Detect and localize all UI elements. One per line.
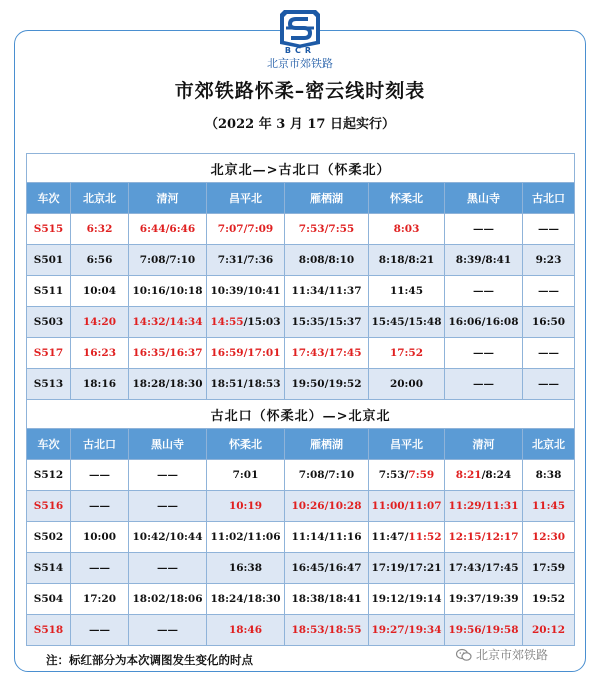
time-cell [71,338,129,369]
time-cell [523,307,575,338]
cell-text: 11:34/11:37 [291,285,362,297]
time-cell [207,245,285,276]
cell-text: —— [89,469,110,481]
time-cell [445,214,523,245]
time-cell [369,214,445,245]
column-header: 古北口 [523,183,575,214]
cell-text: —— [473,378,494,390]
time-cell [129,615,207,646]
cell-text: 10:16/10:18 [132,285,203,297]
cell-text: 7:07/7:09 [217,223,274,235]
time-cell [369,245,445,276]
time-cell [369,584,445,615]
cell-text: S516 [33,500,64,512]
cell-text: S512 [33,469,64,481]
cell-text: 11:02/11:06 [210,531,281,543]
time-cell [445,522,523,553]
cell-text: S503 [33,316,64,328]
cell-text: —— [538,378,560,390]
time-cell [129,584,207,615]
cell-text: 19:50/19:52 [291,378,362,390]
time-cell [523,615,575,646]
train-number-cell [27,522,71,553]
train-number-cell [27,491,71,522]
column-header: 车次 [27,183,71,214]
time-cell [207,491,285,522]
time-cell [445,460,523,491]
time-cell [285,338,369,369]
cell-text: —— [473,223,494,235]
train-number-cell [27,338,71,369]
cell-text: 6:32 [86,223,113,235]
time-cell [523,491,575,522]
time-cell [523,553,575,584]
cell-text: 15:35/15:37 [291,316,362,328]
time-cell [523,522,575,553]
cell-text: 11:45 [531,500,566,512]
time-cell [207,214,285,245]
cell-text: —— [89,624,110,636]
time-cell [445,369,523,400]
time-cell [71,245,129,276]
time-cell [285,553,369,584]
time-cell [285,369,369,400]
cell-text: S515 [33,223,64,235]
effective-date: （2022 年 3 月 17 日起实行） [205,117,395,132]
cell-text: —— [157,500,178,512]
direction-header: 古北口（怀柔北）—>北京北 [27,400,575,429]
cell-text: 14:20 [82,316,117,328]
cell-text: 11:29/11:31 [448,500,519,512]
time-cell [207,338,285,369]
cell-text: 12:15/12:17 [448,531,519,543]
cell-text: S518 [33,624,64,636]
timetable [26,153,575,646]
time-cell [369,491,445,522]
cell-text: 10:39/10:41 [210,285,281,297]
time-cell [129,369,207,400]
cell-text: 18:53/18:55 [291,624,362,636]
cell-text: 16:23 [82,347,117,359]
time-cell [285,214,369,245]
cell-text: S513 [33,378,64,390]
time-cell [71,491,129,522]
cell-text: 8:08/8:10 [298,254,355,266]
cell-text: S517 [33,347,64,359]
time-cell [369,338,445,369]
cell-text: —— [538,285,560,297]
cell-text: 19:27/19:34 [371,624,442,636]
time-cell [523,460,575,491]
cell-text: 18:16 [82,378,117,390]
time-cell [523,584,575,615]
time-cell [71,214,129,245]
cell-text: 6:56 [86,254,113,266]
table-row [27,553,575,584]
cell-text: 18:24/18:30 [210,593,281,605]
time-cell [369,307,445,338]
time-cell [129,338,207,369]
cell-text: 15:45/15:48 [371,316,442,328]
time-cell [129,276,207,307]
column-header: 清河 [129,183,207,214]
time-cell [71,307,129,338]
time-cell [445,276,523,307]
time-cell [445,307,523,338]
train-number-cell [27,460,71,491]
train-number-cell [27,307,71,338]
cell-text: —— [89,562,110,574]
time-cell [285,245,369,276]
cell-text: —— [157,624,178,636]
cell-text: 7:31/7:36 [217,254,274,266]
table-row [27,491,575,522]
time-cell [369,615,445,646]
cell-text: 8:18/8:21 [378,254,435,266]
table-row [27,460,575,491]
column-header: 昌平北 [369,429,445,460]
cell-text: 19:37/19:39 [448,593,519,605]
time-cell [285,276,369,307]
cell-text: 11:00/11:07 [371,500,442,512]
train-number-cell [27,369,71,400]
cell-text: 18:51/18:53 [210,378,281,390]
cell-text: 16:45/16:47 [291,562,362,574]
time-cell [285,460,369,491]
column-header: 雁栖湖 [285,183,369,214]
cell-text: S514 [33,562,64,574]
table-row [27,276,575,307]
table-row [27,338,575,369]
table-row [27,369,575,400]
time-cell [129,491,207,522]
cell-text-part: 7:59 [408,469,435,481]
time-cell [285,491,369,522]
cell-text: 8:38 [535,469,562,481]
table-row [27,307,575,338]
time-cell [71,522,129,553]
time-cell [129,214,207,245]
time-cell [129,460,207,491]
time-cell [71,369,129,400]
cell-text: 16:35/16:37 [132,347,203,359]
cell-text: —— [538,347,560,359]
time-cell [445,584,523,615]
column-header: 车次 [27,429,71,460]
cell-text-part: /15:03 [243,316,281,328]
time-cell [523,276,575,307]
time-cell [207,460,285,491]
time-cell [71,615,129,646]
cell-text: 17:19/17:21 [371,562,442,574]
time-cell [285,307,369,338]
cell-text: —— [89,500,110,512]
logo-letters: BCR [284,46,316,55]
time-cell [523,214,575,245]
time-cell [445,245,523,276]
watermark [456,646,548,663]
cell-text: 7:01 [232,469,259,481]
cell-text: 11:45 [389,285,424,297]
time-cell [369,522,445,553]
train-number-cell [27,276,71,307]
cell-text: —— [473,347,494,359]
time-cell [523,338,575,369]
cell-text: 19:52 [531,593,566,605]
cell-text-part: 11:52 [408,531,442,543]
time-cell [207,522,285,553]
cell-text: 7:08/7:10 [139,254,196,266]
cell-text: 10:19 [228,500,263,512]
table-row [27,245,575,276]
time-cell [207,369,285,400]
cell-text-part: /8:24 [481,469,512,481]
time-cell [369,460,445,491]
cell-text: 17:52 [389,347,424,359]
cell-text: 19:56/19:58 [448,624,519,636]
cell-text: S504 [33,593,64,605]
time-cell [445,553,523,584]
cell-text: 18:46 [228,624,263,636]
cell-text: 16:59/17:01 [210,347,281,359]
time-cell [129,245,207,276]
time-cell [369,369,445,400]
time-cell [129,522,207,553]
time-cell [445,615,523,646]
cell-text: 11:14/11:16 [291,531,362,543]
cell-text: 16:50 [531,316,566,328]
time-cell [207,307,285,338]
train-number-cell [27,584,71,615]
time-cell [523,245,575,276]
time-cell [523,369,575,400]
column-header: 北京北 [71,183,129,214]
wechat-icon [456,648,472,662]
cell-text: 20:12 [531,624,566,636]
cell-text: 7:08/7:10 [298,469,355,481]
time-cell [369,553,445,584]
time-cell [71,460,129,491]
cell-text: 14:55 [210,316,244,328]
train-number-cell [27,214,71,245]
cell-text: S502 [33,531,64,543]
time-cell [285,615,369,646]
cell-text: —— [473,285,494,297]
time-cell [285,584,369,615]
cell-text: 10:26/10:28 [291,500,362,512]
table-row [27,214,575,245]
time-cell [207,276,285,307]
cell-text: 6:44/6:46 [139,223,196,235]
time-cell [207,584,285,615]
cell-text: 18:28/18:30 [132,378,203,390]
table-row [27,522,575,553]
column-header: 怀柔北 [369,183,445,214]
cell-text: 17:20 [82,593,117,605]
watermark-text: 北京市郊铁路 [476,648,549,662]
cell-text: 7:53/7:55 [298,223,355,235]
cell-text: —— [157,562,178,574]
cell-text: 7:53/ [378,469,409,481]
time-cell [207,553,285,584]
page-title: 市郊铁路怀柔–密云线时刻表 [174,80,426,102]
cell-text: 19:12/19:14 [371,593,442,605]
cell-text: 18:02/18:06 [132,593,203,605]
cell-text: 10:00 [82,531,117,543]
cell-text: 17:43/17:45 [448,562,519,574]
cell-text: 12:30 [531,531,566,543]
column-header: 黑山寺 [129,429,207,460]
time-cell [445,338,523,369]
table-row [27,615,575,646]
time-cell [71,553,129,584]
cell-text: 11:47/ [371,531,409,543]
column-header: 清河 [445,429,523,460]
cell-text: 8:39/8:41 [455,254,512,266]
cell-text: 14:32/14:34 [132,316,203,328]
column-header: 昌平北 [207,183,285,214]
cell-text: 16:38 [228,562,263,574]
column-header: 古北口 [71,429,129,460]
cell-text: 17:43/17:45 [291,347,362,359]
bcr-logo-icon [276,4,324,50]
cell-text: S501 [33,254,64,266]
time-cell [207,615,285,646]
cell-text: 9:23 [535,254,562,266]
cell-text: 10:42/10:44 [132,531,203,543]
cell-text: 8:03 [393,223,420,235]
train-number-cell [27,615,71,646]
column-header: 北京北 [523,429,575,460]
cell-text: 17:59 [531,562,566,574]
footnote: 注：标红部分为本次调图发生变化的时点 [46,653,253,667]
time-cell [129,553,207,584]
cell-text: 16:06/16:08 [448,316,519,328]
cell-text: 18:38/18:41 [291,593,362,605]
train-number-cell [27,553,71,584]
cell-text: S511 [33,285,64,297]
train-number-cell [27,245,71,276]
time-cell [71,584,129,615]
logo-org-name: 北京市郊铁路 [267,57,333,70]
cell-text: 8:21 [455,469,482,481]
time-cell [71,276,129,307]
cell-text: 10:04 [82,285,117,297]
table-row [27,584,575,615]
time-cell [445,491,523,522]
time-cell [129,307,207,338]
column-header: 黑山寺 [445,183,523,214]
column-header: 怀柔北 [207,429,285,460]
cell-text: —— [538,223,560,235]
direction-header: 北京北—>古北口（怀柔北） [27,154,575,183]
cell-text: —— [157,469,178,481]
time-cell [369,276,445,307]
column-header: 雁栖湖 [285,429,369,460]
time-cell [285,522,369,553]
cell-text: 20:00 [389,378,424,390]
